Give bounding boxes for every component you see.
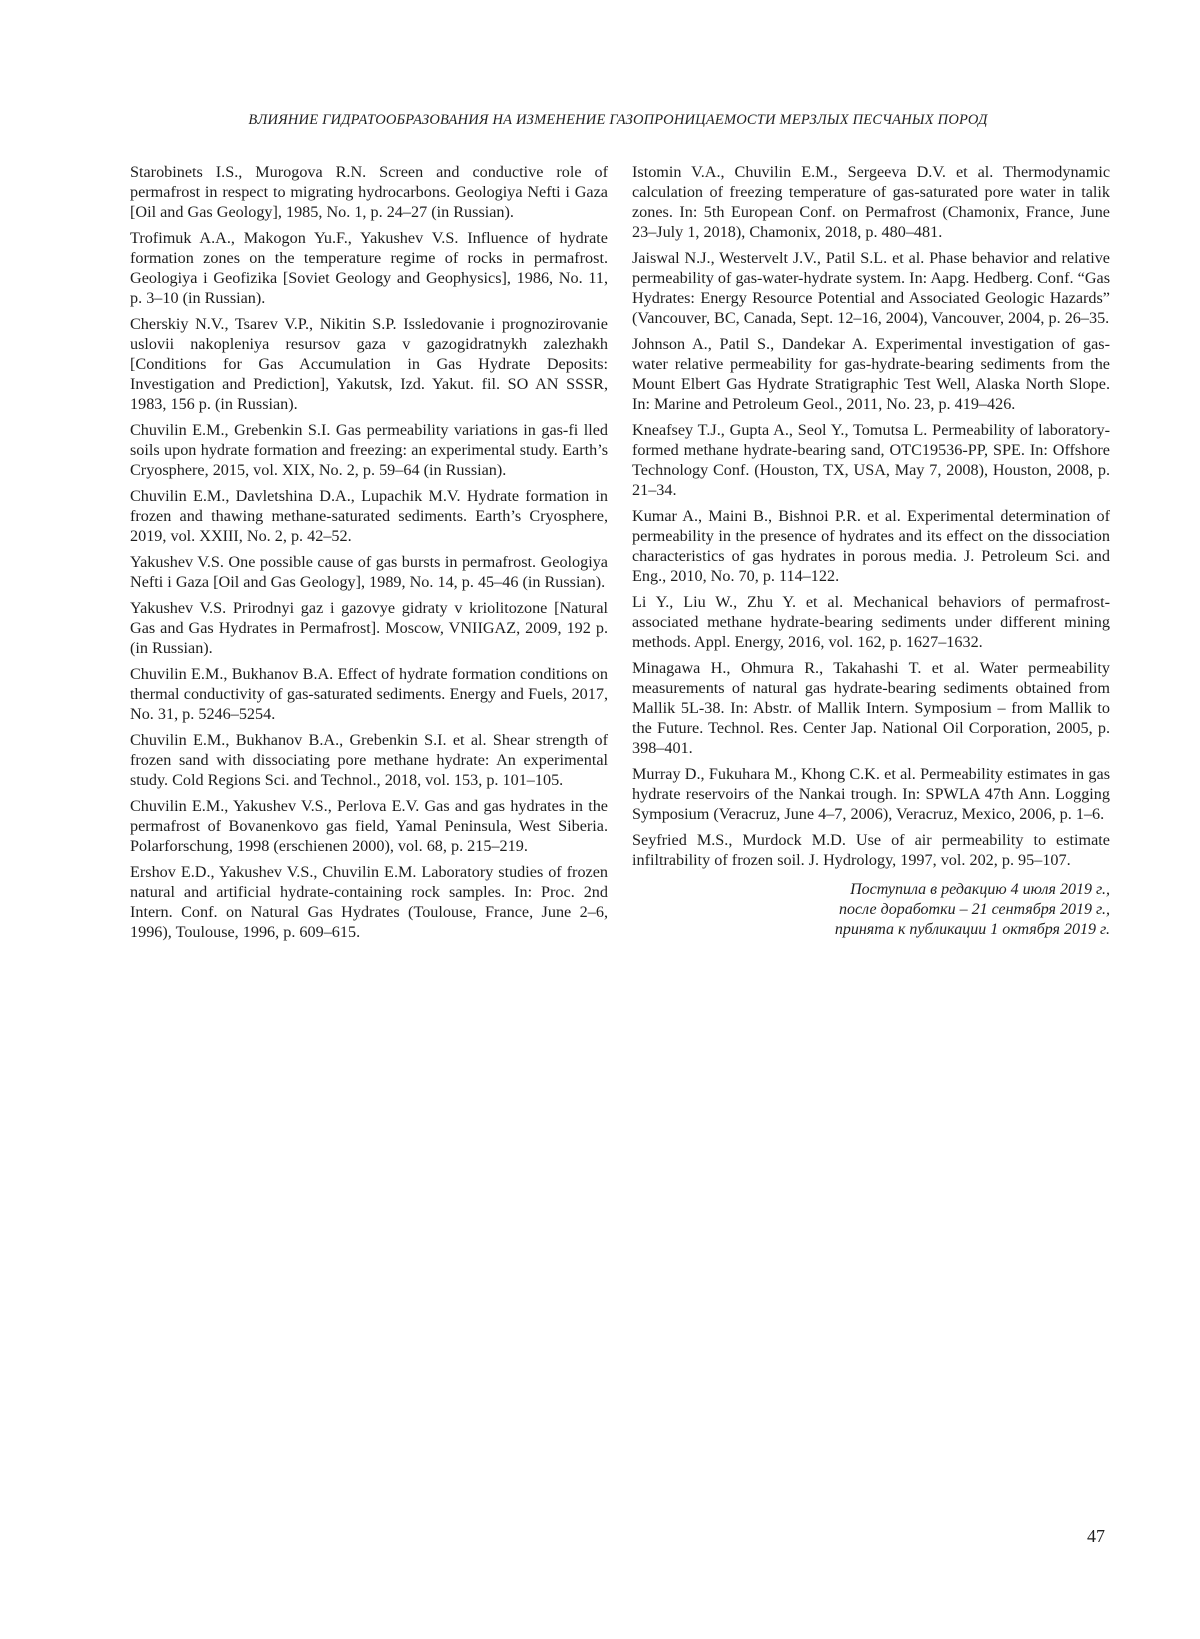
received-line: Поступила в редакцию 4 июля 2019 г., bbox=[850, 881, 1110, 898]
reference-item: Kneafsey T.J., Gupta A., Seol Y., Tomutsa L. Permeability of laboratory-formed methane hydrate-bearing sand, OTC19536-PP, SPE. In: Offshore Technology Conf. (Houston, TX, USA, May 7, 2008), Houston, 2008, p. 21–34. bbox=[632, 421, 1110, 499]
reference-item: Chuvilin E.M., Bukhanov B.A., Grebenkin S.I. et al. Shear strength of frozen sand with dissociating pore methane hydrate: An experimental study. Cold Regions Sci. and Technol., 2018, vol. 153, p. 101–105. bbox=[130, 731, 608, 789]
reference-item: Kumar A., Maini B., Bishnoi P.R. et al. Experimental determination of permeability in the presence of hydrates and its effect on the dissociation characteristics of gas hydrates in porous media. J. Petroleum Sci. and Eng., 2010, No. 70, p. 114–122. bbox=[632, 507, 1110, 585]
reference-item: Seyfried M.S., Murdock M.D. Use of air permeability to estimate infiltrability of frozen soil. J. Hydrology, 1997, vol. 202, p. 95–107. bbox=[632, 831, 1110, 869]
reference-item: Chuvilin E.M., Grebenkin S.I. Gas permeability variations in gas-fi lled soils upon hydrate formation and freezing: an experimental study. Earth’s Cryosphere, 2015, vol. XIX, No. 2, p. 59–64 (in Russian). bbox=[130, 421, 608, 479]
reference-item: Minagawa H., Ohmura R., Takahashi T. et al. Water permeability measurements of natural gas hydrate-bearing sediments obtained from Mallik 5L-38. In: Abstr. of Mallik Intern. Symposium – from Mallik to the Future. Technol. Res. Center Jap. National Oil Corporation, 2005, p. 398–401. bbox=[632, 659, 1110, 757]
reference-item: Chuvilin E.M., Yakushev V.S., Perlova E.V. Gas and gas hydrates in the permafrost of Bovanenkovo gas field, Yamal Peninsula, West Siberia. Polarforschung, 1998 (erschienen 2000), vol. 68, p. 215–219. bbox=[130, 797, 608, 855]
reference-item: Yakushev V.S. Prirodnyi gaz i gazovye gidraty v kriolitozone [Natural Gas and Gas Hydrates in Permafrost]. Moscow, VNIIGAZ, 2009, 192 p. (in Russian). bbox=[130, 599, 608, 657]
reference-item: Johnson A., Patil S., Dandekar A. Experimental investigation of gas-water relative permeability for gas-hydrate-bearing sediments from the Mount Elbert Gas Hydrate Stratigraphic Test Well, Alaska North Slope. In: Marine and Petroleum Geol., 2011, No. 23, p. 419–426. bbox=[632, 335, 1110, 413]
references-right-column bbox=[632, 162, 1110, 940]
reference-item: Li Y., Liu W., Zhu Y. et al. Mechanical behaviors of permafrost-associated methane hydrate-bearing sediments under different mining methods. Appl. Energy, 2016, vol. 162, p. 1627–1632. bbox=[632, 593, 1110, 651]
reference-item: Murray D., Fukuhara M., Khong C.K. et al. Permeability estimates in gas hydrate reservoirs of the Nankai trough. In: SPWLA 47th Ann. Logging Symposium (Veracruz, June 4–7, 2006), Veracruz, Mexico, 2006, p. 1–6. bbox=[632, 765, 1110, 823]
reference-item: Istomin V.A., Chuvilin E.M., Sergeeva D.V. et al. Thermodynamic calculation of freezing temperature of gas-saturated pore water in talik zones. In: 5th European Conf. on Permafrost (Chamonix, France, June 23–July 1, 2018), Chamonix, 2018, p. 480–481. bbox=[632, 163, 1110, 241]
reference-item: Cherskiy N.V., Tsarev V.P., Nikitin S.P. Issledovanie i prognozirovanie uslovii nakopleniya resursov gaza v gazogidratnykh zalezhakh [Conditions for Gas Accumulation in Gas Hydrate Deposits: Investigation and Prediction], Yakutsk, Izd. Yakut. fil. SO AN SSSR, 1983, 156 p. (in Russian). bbox=[130, 315, 608, 413]
reference-item: Ershov E.D., Yakushev V.S., Chuvilin E.M. Laboratory studies of frozen natural and artificial hydrate-containing rock samples. In: Proc. 2nd Intern. Conf. on Natural Gas Hydrates (Toulouse, France, June 2–6, 1996), Toulouse, 1996, p. 609–615. bbox=[130, 863, 608, 941]
references-left-column bbox=[130, 162, 608, 948]
reference-item: Chuvilin E.M., Davletshina D.A., Lupachik M.V. Hydrate formation in frozen and thawing methane-saturated sediments. Earth’s Cryosphere, 2019, vol. XXIII, No. 2, p. 42–52. bbox=[130, 487, 608, 545]
received-dates bbox=[632, 880, 1110, 940]
reference-item: Trofimuk A.A., Makogon Yu.F., Yakushev V.S. Influence of hydrate formation zones on the temperature regime of rocks in permafrost. Geologiya i Geofizika [Soviet Geology and Geophysics], 1986, No. 11, p. 3–10 (in Russian). bbox=[130, 229, 608, 307]
reference-item: Starobinets I.S., Murogova R.N. Screen and conductive role of permafrost in respect to migrating hydrocarbons. Geologiya Nefti i Gaza [Oil and Gas Geology], 1985, No. 1, p. 24–27 (in Russian). bbox=[130, 163, 608, 221]
running-header: ВЛИЯНИЕ ГИДРАТООБРАЗОВАНИЯ НА ИЗМЕНЕНИЕ ГАЗОПРОНИЦАЕМОСТИ МЕРЗЛЫХ ПЕСЧАНЫХ ПОРОД bbox=[248, 112, 988, 128]
reference-item: Yakushev V.S. One possible cause of gas bursts in permafrost. Geologiya Nefti i Gaza [Oil and Gas Geology], 1989, No. 14, p. 45–46 (in Russian). bbox=[130, 553, 608, 591]
reference-item: Chuvilin E.M., Bukhanov B.A. Effect of hydrate formation conditions on thermal conductivity of gas-saturated sediments. Energy and Fuels, 2017, No. 31, p. 5246–5254. bbox=[130, 665, 608, 723]
revised-line: после доработки – 21 сентября 2019 г., bbox=[839, 901, 1110, 918]
reference-item: Jaiswal N.J., Westervelt J.V., Patil S.L. et al. Phase behavior and relative permeability of gas-water-hydrate system. In: Aapg. Hedberg. Conf. “Gas Hydrates: Energy Resource Potential and Associated Geologic Hazards” (Vancouver, BC, Canada, Sept. 12–16, 2004), Vancouver, 2004, p. 26–35. bbox=[632, 249, 1110, 327]
page-number: 47 bbox=[1087, 1526, 1105, 1546]
accepted-line: принята к публикации 1 октября 2019 г. bbox=[834, 921, 1110, 938]
